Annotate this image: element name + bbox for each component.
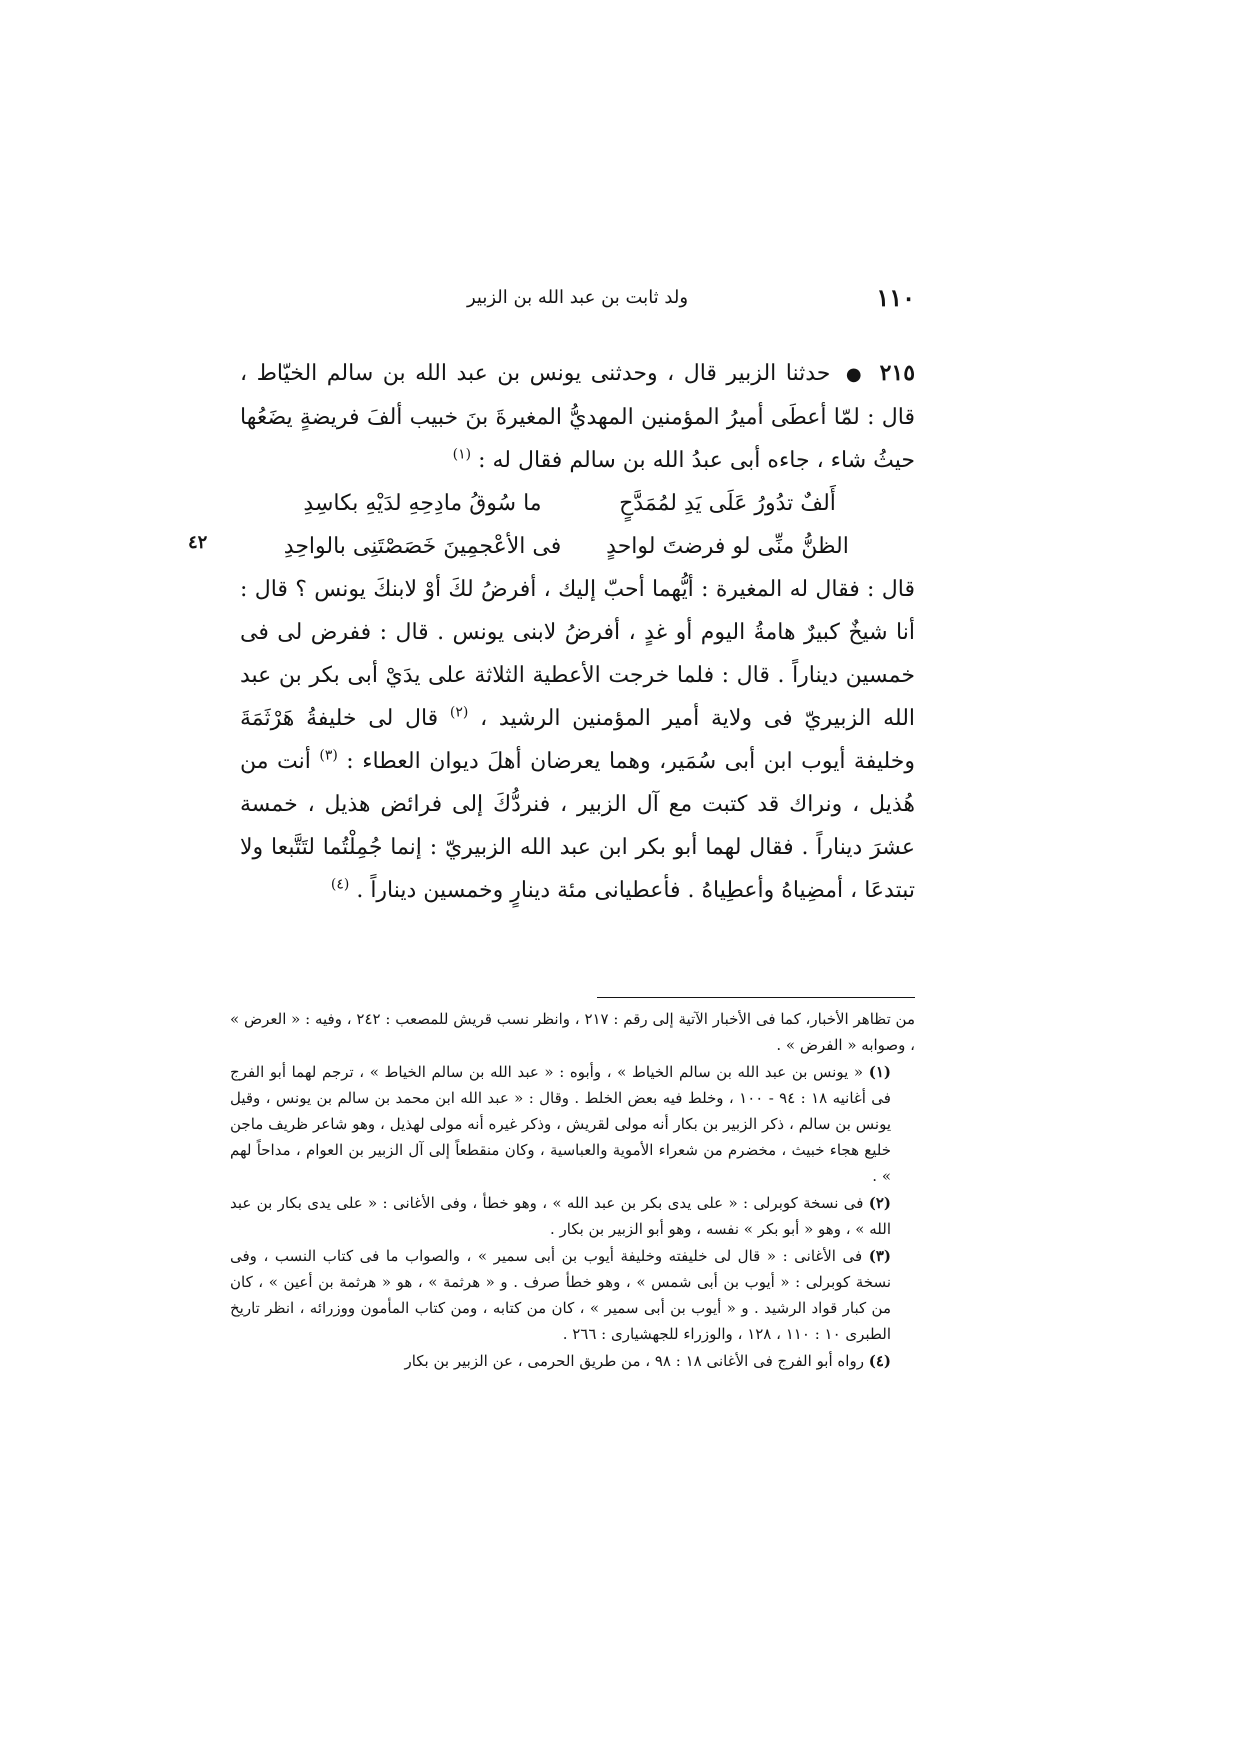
footnote-text: فى الأغانى : « قال لى خليفته وخليفة أيوب بن أبى سمير » ، والصواب ما فى كتاب النسب ، وفى نسخة كوبرلى : « أيوب بن أبى شمس » ، وهو خطأ صرف . و « هرثمة » ، هو « هرثمة بن أعين » ، كان من كبار قواد الرشيد . و « أيوب بن أبى سمير » ، كان من كتابه ، ومن كتاب المأمون ووزرائه ، انظر تاريخ الطبرى ١٠ : ١١٠ ، ١٢٨ ، والوزراء للجهشيارى : ٢٦٦ .	[230, 1247, 891, 1343]
note-ref-3: (٣)	[319, 747, 338, 764]
footnote-3	[230, 1243, 915, 1347]
footnote-divider	[597, 997, 915, 998]
footnote-number: (٣)	[868, 1247, 891, 1265]
bullet-icon: ●	[845, 364, 865, 385]
intro-paragraph	[240, 352, 915, 482]
footnote-continuation: من تظاهر الأخبار، كما فى الأخبار الآتية إلى رقم : ٢١٧ ، وانظر نسب قريش للمصعب : ٢٤٢ ، وفيه : « العرض » ، وصوابه « الفرض » .	[230, 1010, 915, 1054]
footnote-text: فى نسخة كوبرلى : « على يدى بكر بن عبد الله » ، وهو خطأ ، وفى الأغانى : « على يدى بكار بن عبد الله » ، وهو « أبو بكر » نفسه ، وهو أبو الزبير بن بكار .	[230, 1194, 891, 1238]
verse-hemistich: الظنُّ منِّى لو فرضتَ لواحدٍ	[606, 534, 849, 559]
footnote-text: رواه أبو الفرج فى الأغانى ١٨ : ٩٨ ، من طريق الحرمى ، عن الزبير بن بكار	[404, 1352, 864, 1370]
footnote-4	[230, 1348, 915, 1374]
note-ref-4: (٤)	[330, 876, 350, 893]
verse-hemistich: أَلفٌ تدُورُ عَلَى يَدِ لمُمَدَّحٍ	[619, 491, 836, 516]
note-ref-1: (١)	[452, 446, 472, 463]
margin-number: ٤٢	[188, 532, 208, 553]
verse-hemistich: فى الأعْجمِينَ خَصَصْتَنِى بالواحِدِ	[283, 534, 562, 559]
footnote-2	[230, 1190, 915, 1242]
item-number: ٢١٥	[879, 360, 916, 386]
verse-line	[275, 525, 875, 568]
narrative-paragraph	[240, 568, 915, 912]
verse-line	[275, 482, 875, 525]
main-text	[240, 352, 915, 912]
verse-hemistich: ما سُوقُ مادِحِهِ لدَيْهِ بكاسِدِ	[303, 491, 542, 516]
footnote-text: « يونس بن عبد الله بن سالم الخياط » ، وأبوه : « عبد الله بن سالم الخياط » ، ترجم لهما أبو الفرج فى أغانيه ١٨ : ٩٤ - ١٠٠ ، وخلط فيه بعض الخلط . وقال : « عبد الله ابن محمد بن سالم بن يونس ، وقيل يونس بن سالم ، ذكر الزبير بن بكار أنه مولى لقريش ، وذكر غيره أنه مولى لهذيل ، وهو شاعر ظريف ماجن خليع هجاء خبيث ، مخضرم من شعراء الأموية والعباسية ، وكان منقطعاً إلى آل الزبير بن العوام ، مداحاً لهم » .	[230, 1063, 891, 1185]
intro-text: حدثنا الزبير قال ، وحدثنى يونس بن عبد الله بن سالم الخيّاط ، قال : لمّا أعطَى أميرُ المؤمنين المهديُّ المغيرةَ بنَ خبيب ألفَ فريضةٍ يضَعُها حيثُ شاء ، جاءه أبى عبدُ الله بن سالم فقال له :	[240, 361, 915, 473]
footnote-number: (١)	[868, 1063, 891, 1081]
footnote-number: (٢)	[868, 1194, 891, 1212]
running-title: ولد ثابت بن عبد الله بن الزبير	[466, 287, 689, 308]
page-number: ١١٠	[876, 283, 915, 312]
narrative-text: قال : فقال له المغيرة : أيُّهما أحبّ إليك ، أفرضُ لكَ أوْ لابنكَ يونس ؟ قال : أنا شيخٌ كبيرٌ هامةُ اليوم أو غدٍ ، أفرضُ لابنى يونس . قال : ففرض لى فى خمسين ديناراً . قال : فلما خرجت الأعطية الثلاثة على يدَيْ أبى بكر بن عبد الله الزبيريّ فى ولاية أمير المؤمنين الرشيد ،	[240, 577, 916, 731]
footnotes	[230, 1006, 915, 1375]
footnote-1	[230, 1059, 915, 1189]
page-header	[240, 283, 915, 319]
verse-block	[240, 482, 875, 568]
narrative-text: قال لى خليفةُ هَرْثَمَةَ وخليفة أيوب ابن أبى سُمَير، وهما يعرضان أهلَ ديوان العطاء :	[240, 706, 915, 774]
narrative-text: أنت من هُذيل ، ونراك قد كتبت مع آل الزبير ، فنردُّكَ إلى فرائض هذيل ، خمسة عشرَ ديناراً . فقال لهما أبو بكر ابن عبد الله الزبيريّ : إنما جُمِلْتُما لتَتَّبعا ولا تبتدعَا ، أمضِياهُ وأعطِياهُ . فأعطيانى مئة دينارٍ وخمسين ديناراً .	[240, 749, 915, 903]
footnote-number: (٤)	[868, 1352, 891, 1370]
note-ref-2: (٢)	[449, 704, 469, 721]
